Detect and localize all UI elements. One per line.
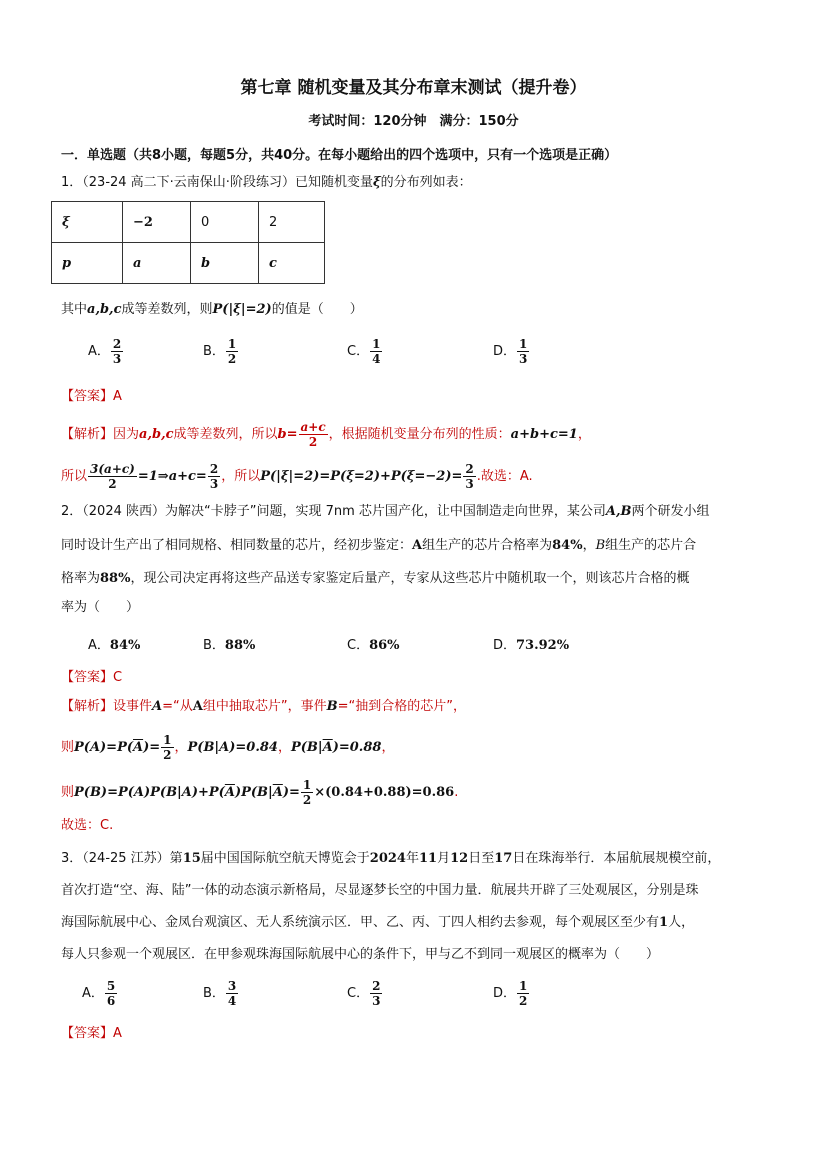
q1-distribution-table	[51, 201, 325, 284]
fraction: $\frac{1}{3}$	[519, 337, 528, 366]
table-cell: b	[191, 243, 259, 284]
q2-option-c: C．86%	[347, 638, 400, 653]
q1-option-d: D． $\frac{1}{3}$	[493, 337, 528, 366]
table-cell: a	[123, 243, 191, 284]
fraction: $\frac{1}{2}$	[163, 733, 172, 762]
table-row	[52, 202, 325, 243]
q1-option-b: B． $\frac{1}{2}$	[203, 337, 237, 366]
q3-line4: 每人只参观一个观展区．在甲参观珠海国际航展中心的条件下，甲与乙不到同一观展区的概率为（ ）	[61, 947, 660, 962]
fraction: $\frac{2}{3}$	[372, 979, 381, 1008]
q1-intro: 1．（23-24 高二下·云南保山·阶段练习）已知随机变量ξ的分布列如表：	[61, 175, 472, 190]
q2-option-b: B．88%	[203, 638, 256, 653]
q2-analysis-line1: 【解析】设事件A=“从A组中抽取芯片”，事件B=“抽到合格的芯片”，	[61, 699, 466, 714]
q3-line2: 首次打造“空、海、陆”一体的动态演示新格局，尽显逐梦长空的中国力量．航展共开辟了三处观展区，分别是珠	[61, 883, 699, 898]
q1-option-c: C． $\frac{1}{4}$	[347, 337, 381, 366]
q3-line3: 海国际航展中心、金凤台观演区、无人系统演示区．甲、乙、丙、丁四人相约去参观，每个观展区至少有1人，	[61, 915, 695, 930]
q1-analysis-line1: 【解析】因为a,b,c成等差数列，所以b= $\frac{a+c}{2}$ ，根据随机变量分布列的性质：a+b+c=1，	[61, 420, 591, 449]
q3-option-a: A． $\frac{5}{6}$	[82, 979, 116, 1008]
fraction: $\frac{1}{4}$	[372, 337, 381, 366]
fraction: $\frac{2}{3}$	[465, 462, 474, 491]
page-title: 第七章 随机变量及其分布章末测试（提升卷）	[240, 78, 587, 98]
q2-answer: 【答案】C	[61, 670, 123, 685]
table-cell: ξ	[52, 202, 123, 243]
q3-answer: 【答案】A	[61, 1026, 122, 1041]
q1-analysis-line2: 所以 $\frac{3(a+c)}{2}$ =1⇒a+c= $\frac{2}{3}$ ，所以P(|ξ|=2)=P(ξ=2)+P(ξ=−2)= $\frac{2}{3}$ .故选：A.	[61, 462, 533, 491]
section-heading: 一．单选题（共8小题，每题5分，共40分。在每小题给出的四个选项中，只有一个选项是正确）	[61, 148, 618, 163]
fraction: $\frac{1}{2}$	[227, 337, 237, 366]
table-cell: 0	[191, 202, 259, 243]
q3-option-c: C． $\frac{2}{3}$	[347, 979, 381, 1008]
fraction: $\frac{5}{6}$	[106, 979, 116, 1008]
q2-line1: 2．（2024 陕西）为解决“卡脖子”问题，实现 7nm 芯片国产化，让中国制造走向世界，某公司A,B两个研发小组	[61, 504, 710, 519]
table-cell: −2	[123, 202, 191, 243]
q2-line2: 同时设计生产出了相同规格、相同数量的芯片，经初步鉴定：A组生产的芯片合格率为84%，B组生产的芯片合	[61, 538, 697, 553]
q3-option-b: B． $\frac{3}{4}$	[203, 979, 237, 1008]
fraction: $\frac{1}{2}$	[519, 979, 528, 1008]
q3-line1: 3．（24-25 江苏）第15届中国国际航空航天博览会于2024年11月12日至17日在珠海举行．本届航展规模空前，	[61, 851, 721, 866]
q1-stem: 其中a,b,c成等差数列，则P(|ξ|=2)的值是（ ）	[61, 302, 363, 317]
table-cell: 2	[259, 202, 325, 243]
q1-option-a: A． $\frac{2}{3}$	[88, 337, 122, 366]
fraction: $\frac{3(a+c)}{2}$	[90, 462, 135, 491]
fraction: $\frac{2}{3}$	[209, 462, 219, 491]
table-cell: c	[259, 243, 325, 284]
q2-analysis-line2: 则$P(A)=P(\overline{A})=$ $\frac{1}{2}$ ，P(B|A)=0.84，$P(B|\overline{A})=0.88$，	[61, 733, 395, 762]
exam-info: 考试时间：120分钟 满分：150分	[308, 114, 519, 129]
table-cell: p	[52, 243, 123, 284]
fraction: $\frac{a+c}{2}$	[300, 420, 326, 449]
q2-option-a: A．84%	[88, 638, 141, 653]
fraction: $\frac{2}{3}$	[112, 337, 122, 366]
q3-option-d: D． $\frac{1}{2}$	[493, 979, 528, 1008]
fraction: $\frac{1}{2}$	[302, 778, 312, 807]
q2-conclusion: 故选：C.	[61, 818, 114, 833]
q2-line4: 率为（ ）	[61, 600, 140, 615]
table-row	[52, 243, 325, 284]
q2-analysis-line3: 则$P(B)=P(A)P(B|A)+P(\overline{A})P(B|\overline{A})=$ $\frac{1}{2}$ ×(0.84+0.88)=0.86.	[61, 778, 459, 807]
q2-line3: 格率为88%，现公司决定再将这些产品送专家鉴定后量产，专家从这些芯片中随机取一个，则该芯片合格的概	[61, 571, 690, 586]
fraction: $\frac{3}{4}$	[227, 979, 237, 1008]
q2-option-d: D．73.92%	[493, 638, 570, 653]
q1-answer: 【答案】A	[61, 389, 122, 404]
